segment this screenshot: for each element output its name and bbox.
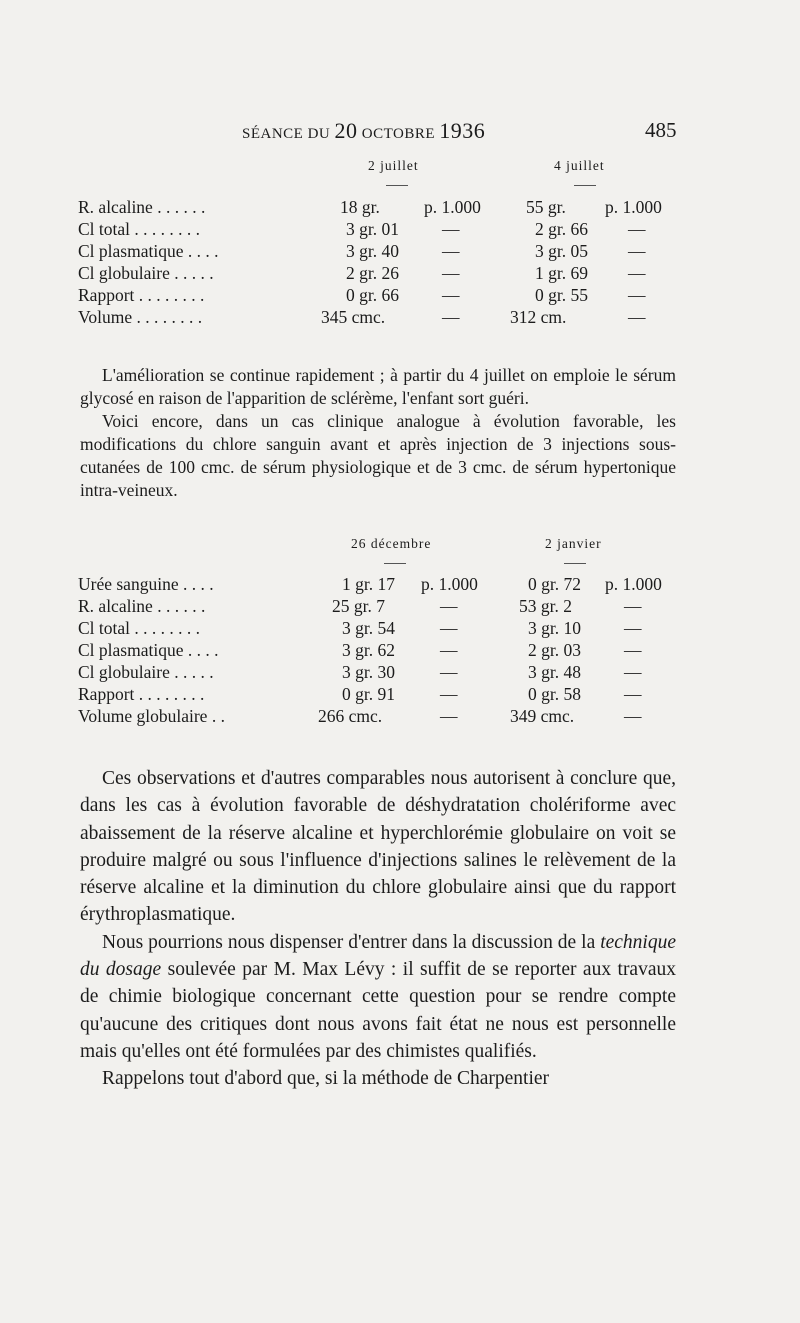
column-header-date-1: 26 décembre [351, 536, 432, 551]
value-july-4: 2 gr. 66 [535, 219, 588, 239]
paragraph [80, 929, 676, 1065]
unit-july-2: — [442, 307, 460, 327]
value-july-4: 55 gr. [526, 197, 566, 217]
unit-july-2: — [442, 219, 460, 239]
unit-jan-2: — [624, 618, 642, 638]
unit-dec-26: — [440, 706, 458, 726]
table-row [78, 618, 682, 640]
unit-july-2: — [442, 241, 460, 261]
row-label: Cl plasmatique . . . . [78, 241, 219, 261]
value-dec-26: 0 gr. 91 [342, 684, 395, 704]
value-july-4: 1 gr. 69 [535, 263, 588, 283]
page-number: 485 [645, 118, 677, 142]
value-dec-26: 3 gr. 54 [342, 618, 395, 638]
column-header-date-1: 2 juillet [368, 158, 419, 173]
row-label: Cl globulaire . . . . . [78, 263, 214, 283]
table-row [78, 219, 682, 241]
running-header [0, 118, 800, 144]
unit-july-4: — [628, 241, 646, 261]
unit-july-4: — [628, 263, 646, 283]
unit-july-2: p. 1.000 [424, 197, 481, 217]
value-july-2: 345 cmc. [321, 307, 386, 327]
column-divider [574, 185, 596, 186]
value-jan-2: 2 gr. 03 [528, 640, 581, 660]
row-label: Urée sanguine . . . . [78, 574, 214, 594]
paragraph-block-1 [80, 364, 676, 502]
unit-jan-2: — [624, 662, 642, 682]
row-label: Cl total . . . . . . . . [78, 219, 201, 239]
table-row [78, 263, 682, 285]
paragraph: L'amélioration se continue rapidement ; à partir du 4 juillet on emploie le sérum glycosé en raison de l'apparition de sclérème, l'enfant sort guéri. [80, 365, 676, 408]
row-label: Volume . . . . . . . . [78, 307, 203, 327]
table-row [78, 684, 682, 706]
table-row [78, 640, 682, 662]
value-july-2: 2 gr. 26 [346, 263, 399, 283]
value-july-2: 3 gr. 40 [346, 241, 399, 261]
value-dec-26: 1 gr. 17 [342, 574, 395, 594]
unit-jan-2: — [624, 706, 642, 726]
table-row [78, 197, 682, 219]
table-row [78, 574, 682, 596]
row-label: Rapport . . . . . . . . [78, 684, 205, 704]
column-divider [564, 563, 586, 564]
value-dec-26: 3 gr. 62 [342, 640, 395, 660]
value-jan-2: 3 gr. 10 [528, 618, 581, 638]
paragraph: Voici encore, dans un cas clinique analogue à évolution favorable, les modifications du chlore sanguin avant et après injection de 3 injections sous-cutanées de 100 cmc. de sérum physiologique et de 3 cmc. de sérum hypertonique intra-veineux. [80, 411, 676, 500]
running-title-pre: SÉANCE DU [242, 126, 335, 142]
paragraph: Rappelons tout d'abord que, si la méthode de Charpentier [102, 1068, 550, 1090]
table-row [78, 706, 682, 728]
value-jan-2: 53 gr. 2 [519, 596, 572, 616]
column-header-date-2: 4 juillet [554, 158, 605, 173]
running-title [242, 118, 485, 144]
value-jan-2: 3 gr. 48 [528, 662, 581, 682]
unit-dec-26: — [440, 618, 458, 638]
column-divider [384, 563, 406, 564]
value-july-2: 18 gr. [340, 197, 380, 217]
value-jan-2: 349 cmc. [510, 706, 575, 726]
row-label: Cl plasmatique . . . . [78, 640, 219, 660]
unit-july-4: — [628, 285, 646, 305]
value-jan-2: 0 gr. 72 [528, 574, 581, 594]
unit-dec-26: — [440, 662, 458, 682]
value-dec-26: 25 gr. 7 [332, 596, 385, 616]
value-dec-26: 3 gr. 30 [342, 662, 395, 682]
unit-july-4: p. 1.000 [605, 197, 662, 217]
paragraph: Ces observations et d'autres comparables nous autorisent à conclure que, dans les cas à évolution favorable de déshydratation cholériforme avec abaissement de la réserve alcaline et hyperchlorémie globulaire on voit se produire malgré ou sous l'influence d'injections salines le relèvement de la réserve alcaline et la diminution du chlore globulaire ainsi que du rapport érythroplasmatique. [80, 768, 676, 926]
table-row [78, 662, 682, 684]
unit-july-2: — [442, 285, 460, 305]
running-title-month: OCTOBRE [357, 126, 440, 142]
column-header-date-2: 2 janvier [545, 536, 602, 551]
unit-jan-2: p. 1.000 [605, 574, 662, 594]
unit-july-4: — [628, 219, 646, 239]
unit-jan-2: — [624, 684, 642, 704]
row-label: R. alcaline . . . . . . [78, 197, 206, 217]
row-label: Cl total . . . . . . . . [78, 618, 201, 638]
value-july-4: 312 cm. [510, 307, 567, 327]
unit-jan-2: — [624, 640, 642, 660]
paragraph-text: Nous pourrions nous dispenser d'entrer dans la discussion de la [102, 931, 601, 953]
column-divider [386, 185, 408, 186]
value-jan-2: 0 gr. 58 [528, 684, 581, 704]
value-july-4: 0 gr. 55 [535, 285, 588, 305]
row-label: Rapport . . . . . . . . [78, 285, 205, 305]
unit-july-2: — [442, 263, 460, 283]
table-row [78, 241, 682, 263]
table-row [78, 285, 682, 307]
unit-dec-26: — [440, 640, 458, 660]
unit-july-4: — [628, 307, 646, 327]
unit-dec-26: — [440, 684, 458, 704]
table-row [78, 596, 682, 618]
running-title-day: 20 [334, 118, 358, 143]
value-july-2: 3 gr. 01 [346, 219, 399, 239]
row-label: R. alcaline . . . . . . [78, 596, 206, 616]
unit-dec-26: — [440, 596, 458, 616]
row-label: Volume globulaire . . [78, 706, 225, 726]
row-label: Cl globulaire . . . . . [78, 662, 214, 682]
value-dec-26: 266 cmc. [318, 706, 383, 726]
value-july-4: 3 gr. 05 [535, 241, 588, 261]
unit-dec-26: p. 1.000 [421, 574, 478, 594]
unit-jan-2: — [624, 596, 642, 616]
emphasis-text: technique du dosage [80, 931, 676, 981]
value-july-2: 0 gr. 66 [346, 285, 399, 305]
table-row [78, 307, 682, 329]
running-title-year: 1936 [439, 118, 486, 143]
paragraph-block-2 [80, 765, 676, 1093]
paragraph-text: soulevée par M. Max Lévy : il suffit de se reporter aux travaux de chimie biologique concernant cette question pour se rendre compte qu'aucune des critiques dont nous avons fait état ne nous est personnelle mais qu'elles ont été formulées par des chimistes qualifiés. [80, 959, 676, 1062]
